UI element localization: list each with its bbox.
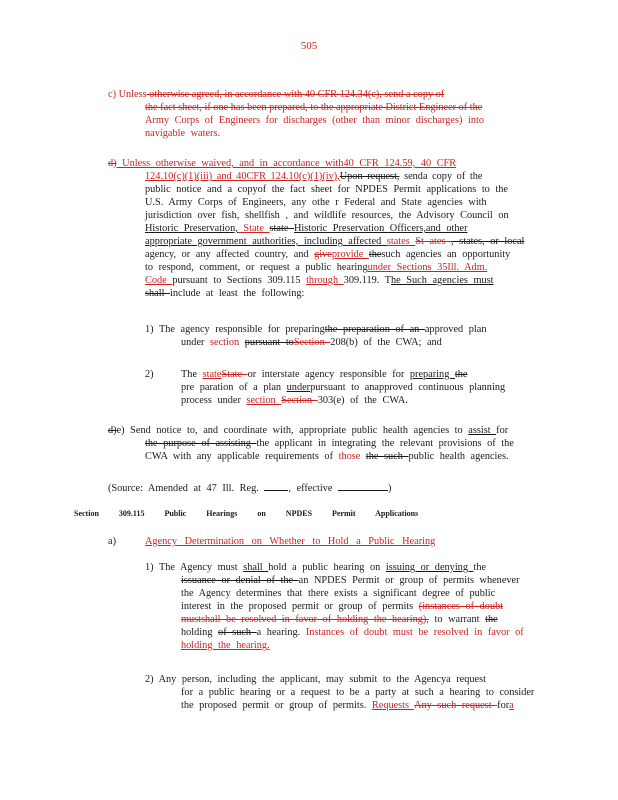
para-d-line-3: public notice and a copyof the fact sheet for NPDES Permit applications to the — [145, 184, 508, 195]
body-text: 303(e) of the CWA. — [317, 395, 408, 406]
body-text: a hearing. — [256, 627, 306, 638]
deleted-text: St ates — [415, 236, 452, 247]
para-e-line-2 — [145, 437, 514, 450]
deleted-text: Upon request, — [339, 171, 400, 182]
body-text: pursuant to Sections 309.115 — [172, 275, 307, 286]
inserted-text: Requests — [371, 700, 415, 711]
deleted-text: of such — [218, 627, 257, 638]
source-text: ) — [387, 483, 392, 494]
body-text: process under — [181, 395, 247, 406]
body-text: pursuant to anapproved continuous planning — [310, 382, 506, 393]
inserted-text: 124.10(c)(1)(iii) and 40CFR 124.10(c)(1)(iv), — [145, 171, 340, 182]
body-text: interest in the proposed permit or group of permits — [181, 601, 419, 612]
inserted-text: State — [237, 223, 270, 234]
item-a2-line-3 — [181, 699, 514, 712]
item-a1-line-4 — [181, 600, 503, 613]
para-d-line-7 — [145, 235, 524, 248]
deleted-text: the — [485, 614, 498, 625]
source-text: (Source: Amended at 47 Ill. Reg. — [108, 483, 259, 494]
deleted-text: the purpose of assisting — [145, 438, 257, 449]
body-text: approved plan — [424, 324, 487, 335]
body-text: he Such agencies must — [391, 275, 494, 286]
inserted-text: states — [386, 236, 416, 247]
body-text: pre paration of a plan — [181, 382, 287, 393]
inserted-text: Unless otherwise waived, and in accordance with40 CFR 124.59, 40 CFR — [116, 158, 457, 169]
para-c-line-3: Army Corps of Engineers for discharges (other than minor discharges) into — [145, 115, 485, 126]
body-text: The — [181, 369, 203, 380]
deleted-text: d) — [108, 425, 117, 436]
item-a1-line-3: the Agency determines that there exists a significant degree of public — [181, 588, 496, 599]
inserted-text: through — [306, 275, 344, 286]
body-text: include at least the following: — [170, 288, 305, 299]
para-d-line-2 — [145, 170, 482, 183]
deleted-text: otherwise agreed, in accordance with 40 CFR 124.34(c), send a copy of — [146, 89, 445, 100]
body-text: the — [473, 562, 487, 573]
para-d-line-10 — [145, 274, 494, 287]
item-a1-line-5 — [181, 613, 498, 626]
inserted-text: section — [210, 337, 245, 348]
inserted-text: section — [246, 395, 282, 406]
section-heading: Section 309.115 Public Hearings on NPDES Permit Applications — [74, 509, 419, 518]
body-text: Historic Preservation, — [145, 223, 238, 234]
deleted-text: give — [314, 249, 332, 260]
deleted-text: , states, or local — [451, 236, 525, 247]
item-a1-line-7: holding the hearing. — [181, 640, 270, 651]
item-a1-line-2 — [181, 574, 520, 587]
para-d-line-6 — [145, 222, 468, 235]
source-text: , effective — [288, 483, 333, 494]
body-text: 208(b) of the CWA; and — [330, 337, 442, 348]
item-d2-line-3 — [181, 394, 408, 407]
deleted-text: the such — [365, 451, 409, 462]
inserted-text: provide — [331, 249, 369, 260]
item-d1-line-1 — [145, 323, 486, 336]
deleted-text: Section — [281, 395, 318, 406]
body-text: the proposed permit or group of permits. — [181, 700, 372, 711]
inserted-text: under Sections 35Ill. Adm. — [367, 262, 488, 273]
deleted-text: d) — [108, 158, 117, 169]
body-text: CWA with any applicable requirements of — [145, 451, 339, 462]
body-text: Historic Preservation Officers,and other — [294, 223, 468, 234]
body-text: issuing or denying — [385, 562, 474, 573]
body-text: to warrant — [428, 614, 486, 625]
body-text: such agencies an opportunity — [381, 249, 511, 260]
deleted-text: State — [221, 369, 248, 380]
body-text: for — [497, 700, 510, 711]
body-text: under — [286, 382, 311, 393]
body-text: senda copy of the — [399, 171, 483, 182]
inserted-text: state — [202, 369, 222, 380]
body-text: an NPDES Permit or group of permits whenever — [298, 575, 520, 586]
para-d-line-8 — [145, 248, 510, 261]
page-number: 505 — [300, 40, 318, 52]
item-a2-line-2: for a public hearing or a request to be a party at such a hearing to consider — [181, 687, 535, 698]
item-a1-line-1 — [145, 561, 486, 574]
deleted-text: issuance or denial of the — [181, 575, 299, 586]
body-text: agency, or any affected country, and — [145, 249, 315, 260]
deleted-text: preparation of an — [342, 324, 425, 335]
item-a2-line-1: 2) Any person, including the applicant, may submit to the Agencya request — [145, 674, 486, 685]
body-text: e) Send notice to, and coordinate with, appropriate public health agencies to — [116, 425, 469, 436]
deleted-text: Any such request — [414, 700, 498, 711]
body-text: preparing — [409, 369, 455, 380]
inserted-text: Instances of doubt must be resolved in favor of — [305, 627, 524, 638]
deleted-text: pursuant to — [244, 337, 294, 348]
body-text: 1) The Agency must — [145, 562, 244, 573]
blank-line — [338, 480, 388, 491]
body-text: assist — [468, 425, 497, 436]
item-d2-line-1 — [181, 368, 468, 381]
item-a1-line-6 — [181, 626, 524, 639]
para-d-line-1 — [108, 157, 456, 170]
body-text: for — [496, 425, 509, 436]
body-text: appropriate government authorities, including affected — [145, 236, 387, 247]
para-c-text: c) Unless — [108, 89, 147, 100]
para-d-line-9 — [145, 261, 487, 274]
deleted-text: the — [368, 249, 382, 260]
inserted-text: Code — [145, 275, 173, 286]
blank-line — [264, 480, 288, 491]
para-d-line-11 — [145, 287, 304, 300]
body-text: the applicant in integrating the relevant provisions of the — [256, 438, 514, 449]
inserted-text: those — [338, 451, 366, 462]
body-text: hold a public hearing on — [268, 562, 386, 573]
deleted-text: shall — [145, 288, 171, 299]
para-d-line-5: jurisdiction over fish, shellfish , and wildlife resources, the Advisory Council on — [145, 210, 509, 221]
inserted-text: a — [509, 700, 514, 711]
body-text: shall — [243, 562, 269, 573]
deleted-text: mustshall be resolved in favor of holding the hearing), — [181, 614, 429, 625]
deleted-text: the — [324, 324, 343, 335]
item-d2-number: 2) — [145, 369, 154, 380]
body-text: or interstate agency responsible for — [247, 369, 410, 380]
para-c-line-2: the fact sheet, if one has been prepared, to the appropriate District Engineer of the — [145, 102, 483, 113]
para-e-line-1 — [108, 424, 508, 437]
para-e-line-3 — [145, 450, 509, 463]
body-text: holding — [181, 627, 219, 638]
deleted-text: (instances of doubt — [418, 601, 504, 612]
para-c-line-1 — [108, 88, 444, 101]
body-text: under — [181, 337, 211, 348]
para-c-line-4: navigable waters. — [145, 128, 221, 139]
body-text: public health agencies. — [408, 451, 509, 462]
para-d-line-4: U.S. Army Corps of Engineers, any othe r Federal and State agencies with — [145, 197, 487, 208]
subsection-a-title: Agency Determination on Whether to Hold a Public Hearing — [145, 536, 436, 547]
item-d1-line-2 — [181, 336, 442, 349]
body-text: to respond, comment, or request a public hearing — [145, 262, 368, 273]
source-line — [108, 480, 391, 495]
body-text: 1) The agency responsible for preparing — [145, 324, 325, 335]
deleted-text: the — [454, 369, 468, 380]
item-d2-line-2 — [181, 381, 505, 394]
deleted-text: Section — [293, 337, 331, 348]
subsection-a-number: a) — [108, 536, 116, 547]
deleted-text: state — [269, 223, 294, 234]
body-text: 309.119. T — [343, 275, 392, 286]
